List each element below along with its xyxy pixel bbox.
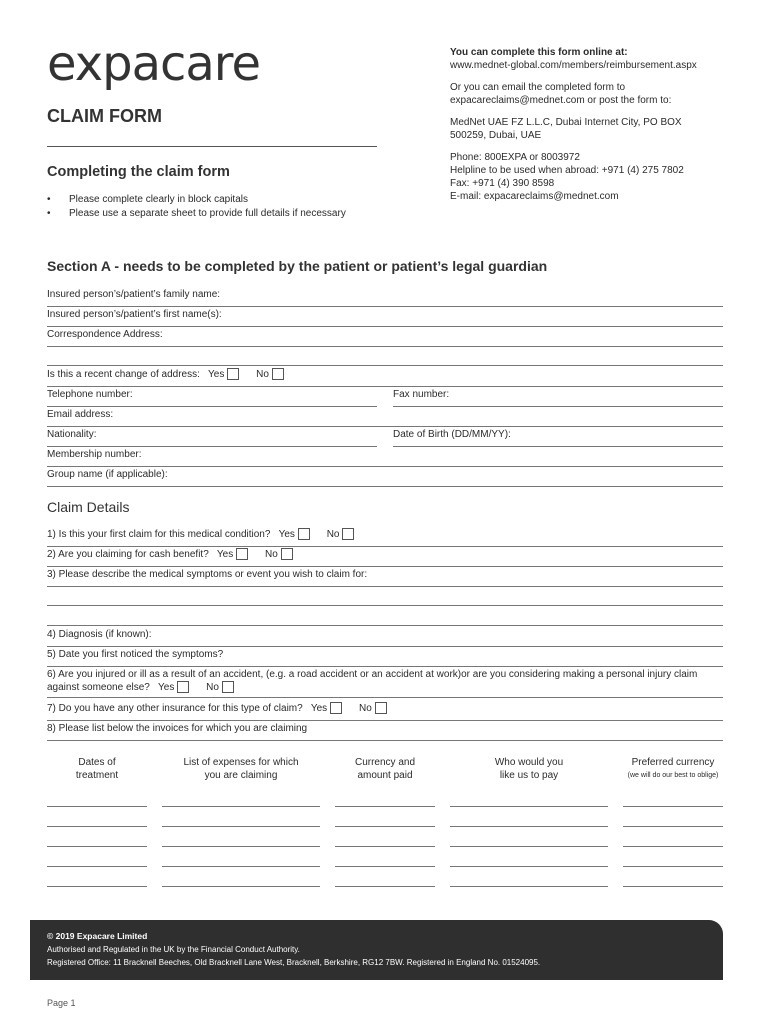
regulation-notice: Authorised and Regulated in the UK by the Financial Conduct Authority.	[47, 945, 300, 954]
invoice-cell-line[interactable]	[335, 846, 435, 847]
family-name-field[interactable]	[47, 288, 723, 307]
address-change-no-checkbox[interactable]	[272, 368, 284, 380]
q7-yes-checkbox[interactable]	[330, 702, 342, 714]
column-header-currency	[335, 756, 435, 782]
q1-yes-checkbox[interactable]	[298, 528, 310, 540]
q6-row	[47, 668, 723, 698]
column-header-expenses	[162, 756, 320, 782]
q7-label: 7) Do you have any other insurance for this type of claim?	[47, 703, 303, 714]
column-header-line: Dates of	[78, 757, 116, 768]
column-header-line: List of expenses for which	[183, 757, 299, 768]
q1-row	[47, 528, 723, 547]
expacare-logo: expacare	[47, 36, 260, 92]
column-header-payee	[450, 756, 608, 782]
q7-row	[47, 702, 723, 721]
q5-label: 5) Date you first noticed the symptoms?	[47, 649, 224, 660]
invoice-cell-line[interactable]	[47, 826, 147, 827]
q5-field[interactable]	[47, 648, 723, 667]
page-title: CLAIM FORM	[47, 106, 162, 126]
invoice-cell-line[interactable]	[450, 886, 608, 887]
q6-yes-checkbox[interactable]	[177, 681, 189, 693]
column-header-line: like us to pay	[499, 770, 559, 781]
page-number: Page 1	[47, 998, 76, 1008]
invoice-cell-line[interactable]	[335, 866, 435, 867]
column-header-line: Who would you	[494, 757, 564, 768]
address-change-label: Is this a recent change of address:	[47, 369, 200, 380]
contact-email: E-mail: expacareclaims@mednet.com	[450, 191, 619, 202]
online-url-link[interactable]: www.mednet-global.com/members/reimbursement.aspx	[450, 60, 697, 71]
column-header-preferred-currency	[623, 756, 723, 782]
invoice-cell-line[interactable]	[450, 826, 608, 827]
no-label: No	[358, 703, 372, 714]
no-label: No	[265, 549, 278, 560]
q2-yes-checkbox[interactable]	[236, 548, 248, 560]
q6-label: 6) Are you injured or ill as a result of an accident, (e.g. a road accident or an accident at work)or are you considering making a personal injury claim against someone else?	[47, 669, 698, 693]
instruction-item: • Please complete clearly in block capitals	[47, 193, 346, 207]
title-divider	[47, 146, 377, 147]
q3-field[interactable]	[47, 568, 723, 587]
address-field[interactable]	[47, 328, 723, 347]
invoice-cell-line[interactable]	[335, 886, 435, 887]
column-header-note: (we will do our best to oblige)	[627, 772, 719, 779]
q2-row	[47, 548, 723, 567]
invoice-cell-line[interactable]	[162, 806, 320, 807]
invoice-cell-line[interactable]	[623, 806, 723, 807]
invoice-cell-line[interactable]	[450, 846, 608, 847]
q7-no-checkbox[interactable]	[375, 702, 387, 714]
q8-label: 8) Please list below the invoices for which you are claiming	[47, 723, 308, 734]
helpline-number: Helpline to be used when abroad: +971 (4) 275 7802	[450, 165, 684, 176]
claim-details-heading: Claim Details	[47, 499, 130, 515]
invoice-cell-line[interactable]	[450, 866, 608, 867]
column-header-dates	[47, 756, 147, 782]
instructions-list	[47, 193, 346, 221]
group-label: Group name (if applicable):	[47, 469, 168, 480]
address-change-row	[47, 368, 723, 387]
invoice-cell-line[interactable]	[162, 886, 320, 887]
column-header-line: you are claiming	[204, 770, 278, 781]
yes-label: Yes	[158, 682, 175, 693]
nationality-field[interactable]	[47, 428, 377, 447]
yes-label: Yes	[310, 703, 328, 714]
invoice-cell-line[interactable]	[162, 866, 320, 867]
invoice-cell-line[interactable]	[47, 806, 147, 807]
first-name-field[interactable]	[47, 308, 723, 327]
registered-office: Registered Office: 11 Bracknell Beeches, Old Bracknell Lane West, Bracknell, Berkshire, RG12 7BW. Registered in England No. 01524095.	[47, 958, 541, 967]
yes-label: Yes	[216, 549, 234, 560]
fax-field[interactable]	[393, 388, 723, 407]
invoice-cell-line[interactable]	[623, 866, 723, 867]
postal-address: MedNet UAE FZ L.L.C, Dubai Internet City, PO BOX	[450, 117, 682, 128]
q2-no-checkbox[interactable]	[281, 548, 293, 560]
contact-info	[450, 46, 750, 203]
invoice-cell-line[interactable]	[47, 866, 147, 867]
yes-label: Yes	[278, 529, 295, 540]
instruction-item: • Please use a separate sheet to provide full details if necessary	[47, 207, 346, 221]
q1-no-checkbox[interactable]	[342, 528, 354, 540]
address-field-line[interactable]	[47, 365, 723, 366]
first-name-label: Insured person’s/patient’s first name(s):	[47, 309, 222, 320]
dob-field[interactable]	[393, 428, 723, 447]
phone-number: Phone: 800EXPA or 8003972	[450, 152, 580, 163]
column-header-line: amount paid	[357, 770, 413, 781]
column-header-line: Preferred currency	[631, 757, 715, 768]
yes-label: Yes	[208, 369, 225, 380]
fax-label: Fax number:	[393, 389, 450, 400]
column-header-line: treatment	[75, 770, 119, 781]
dob-label: Date of Birth (DD/MM/YY):	[393, 429, 511, 440]
email-field[interactable]	[47, 408, 723, 427]
telephone-field[interactable]	[47, 388, 377, 407]
group-field[interactable]	[47, 468, 723, 487]
email-instruction-2: expacareclaims@mednet.com or post the form to:	[450, 95, 672, 106]
online-label: You can complete this form online at:	[450, 47, 628, 58]
q3-answer-line[interactable]	[47, 605, 723, 606]
copyright: © 2019 Expacare Limited	[47, 931, 148, 941]
q4-label: 4) Diagnosis (if known):	[47, 629, 152, 640]
family-name-label: Insured person’s/patient’s family name:	[47, 289, 221, 300]
address-label: Correspondence Address:	[47, 329, 163, 340]
no-label: No	[326, 529, 340, 540]
postal-address-2: 500259, Dubai, UAE	[450, 130, 542, 141]
q2-label: 2) Are you claiming for cash benefit?	[47, 549, 209, 560]
membership-label: Membership number:	[47, 449, 142, 460]
q1-label: 1) Is this your first claim for this medical condition?	[47, 529, 271, 540]
q4-field[interactable]	[47, 628, 723, 647]
q3-label: 3) Please describe the medical symptoms or event you wish to claim for:	[47, 569, 368, 580]
address-change-yes-checkbox[interactable]	[227, 368, 239, 380]
no-label: No	[256, 369, 269, 380]
fax-info: Fax: +971 (4) 390 8598	[450, 178, 555, 189]
email-instruction: Or you can email the completed form to	[450, 82, 626, 93]
invoice-cell-line[interactable]	[162, 846, 320, 847]
footer	[30, 920, 723, 980]
invoice-cell-line[interactable]	[47, 846, 147, 847]
q8-row	[47, 722, 723, 741]
nationality-label: Nationality:	[47, 429, 97, 440]
invoice-cell-line[interactable]	[47, 886, 147, 887]
invoice-cell-line[interactable]	[623, 826, 723, 827]
q3-answer-line[interactable]	[47, 625, 723, 626]
completing-heading: Completing the claim form	[47, 164, 230, 180]
telephone-label: Telephone number:	[47, 389, 133, 400]
section-a-heading: Section A - needs to be completed by the patient or patient’s legal guardian	[47, 258, 548, 274]
invoice-cell-line[interactable]	[450, 806, 608, 807]
invoice-cell-line[interactable]	[335, 806, 435, 807]
column-header-line: Currency and	[354, 757, 416, 768]
membership-field[interactable]	[47, 448, 723, 467]
invoice-cell-line[interactable]	[335, 826, 435, 827]
email-label: Email address:	[47, 409, 114, 420]
invoice-cell-line[interactable]	[623, 886, 723, 887]
no-label: No	[206, 682, 219, 693]
q6-no-checkbox[interactable]	[222, 681, 234, 693]
invoice-cell-line[interactable]	[162, 826, 320, 827]
invoice-cell-line[interactable]	[623, 846, 723, 847]
